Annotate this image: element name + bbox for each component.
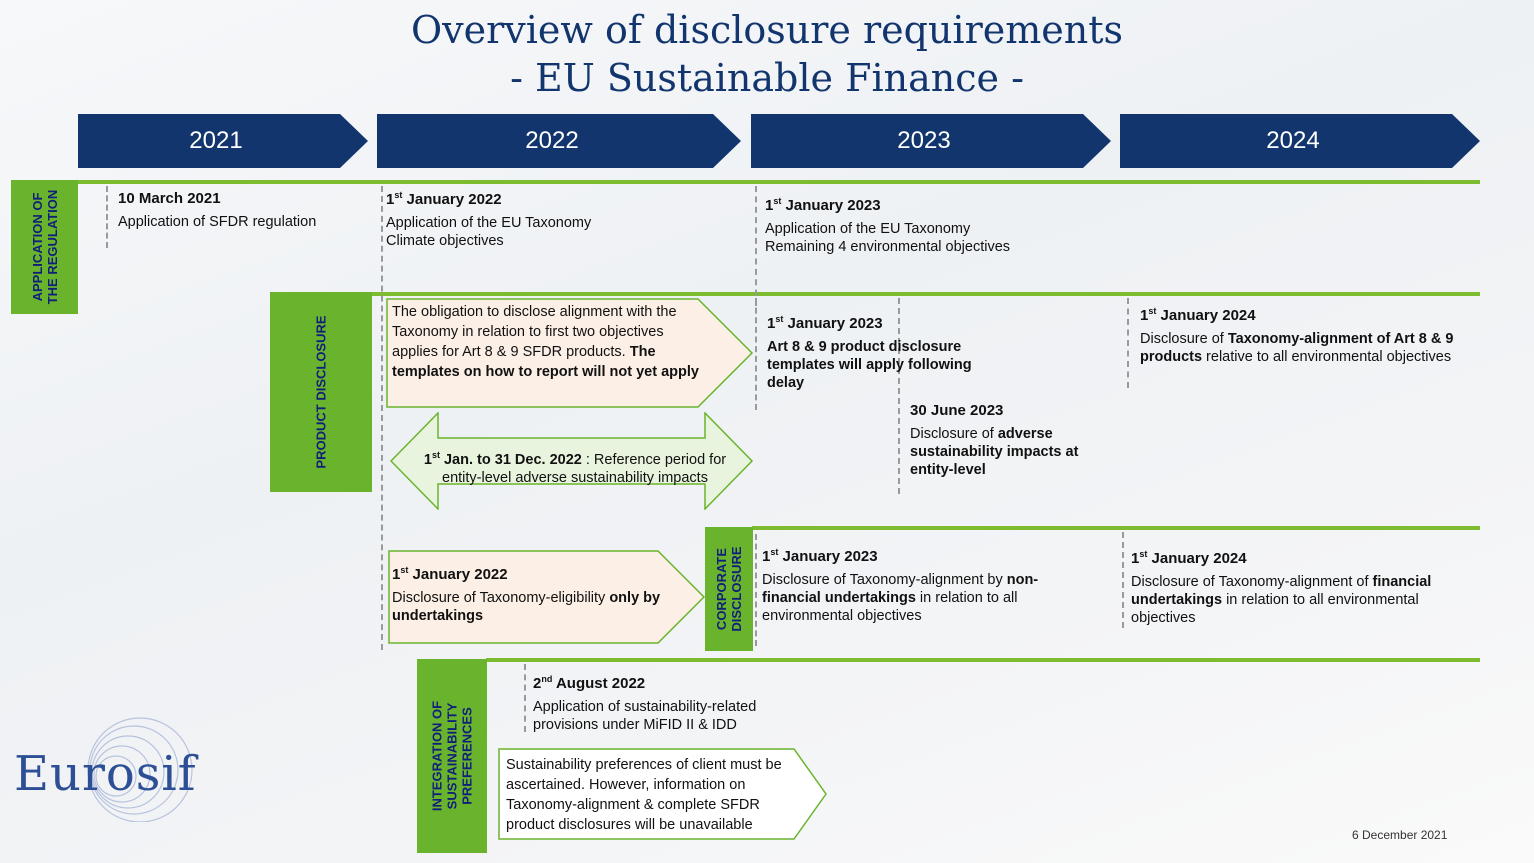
dashed-line	[1127, 298, 1129, 388]
year-arrow-2022	[377, 114, 743, 168]
event-nonfinancial-2023	[762, 547, 1082, 625]
event-templates-2023	[767, 314, 1017, 392]
event-date: 1st January 2023	[765, 196, 881, 214]
year-arrow-2023	[751, 114, 1113, 168]
row-line-integration	[486, 658, 1480, 662]
title-line-2: - EU Sustainable Finance -	[510, 56, 1024, 100]
reference-period-text: 1st Jan. to 31 Dec. 2022 : Reference period for entity-level adverse sustainability impacts	[423, 450, 727, 486]
event-text: Art 8 & 9 product disclosure templates will apply following delay	[767, 339, 972, 391]
page-title	[0, 6, 1534, 102]
row-line-product	[372, 292, 1480, 296]
obligation-text: The obligation to disclose alignment with the Taxonomy in relation to first two objectives applies for Art 8 & 9 SFDR products. The templates on how to report will not yet apply	[392, 304, 699, 380]
event-date: 30 June 2023	[910, 402, 1004, 419]
dashed-line	[755, 186, 757, 306]
event-date: 10 March 2021	[118, 190, 221, 207]
event-date: 1st January 2023	[762, 547, 878, 565]
event-sfdr-2021	[118, 190, 368, 231]
section-label-integration: INTEGRATION OF SUSTAINABILITY PREFERENCES	[417, 659, 487, 853]
title-line-1: Overview of disclosure requirements	[410, 8, 1124, 52]
eurosif-logo	[14, 712, 214, 822]
event-date: 1st January 2022	[386, 190, 502, 208]
event-date: 1st January 2022	[392, 565, 508, 583]
event-products-2024	[1140, 306, 1470, 366]
year-label-2021: 2021	[189, 127, 243, 154]
preferences-text: Sustainability preferences of client must be ascertained. However, information on Taxonomy-alignment & complete SFDR product disclosures will be unavailable	[506, 757, 782, 833]
event-text: Disclosure of Taxonomy-alignment by non-financial undertakings in relation to all environmental objectives	[762, 572, 1039, 624]
event-financial-2024	[1131, 549, 1471, 627]
event-date: 1st January 2023	[767, 314, 883, 332]
dashed-line	[755, 534, 757, 646]
dashed-line	[381, 186, 383, 650]
logo-text: Eurosif	[14, 746, 197, 802]
event-text: Application of sustainability-related provisions under MiFID II & IDD	[533, 699, 757, 733]
year-label-2024: 2024	[1266, 127, 1320, 154]
event-adverse-june2023	[910, 402, 1080, 479]
event-date: 1st January 2024	[1131, 549, 1247, 567]
event-text: Disclosure of Taxonomy-alignment of financial undertakings in relation to all environmental objectives	[1131, 574, 1432, 626]
year-arrow-2021	[78, 114, 370, 168]
year-label-2023: 2023	[897, 127, 951, 154]
row-line-application	[78, 180, 1480, 184]
event-date: 2nd August 2022	[533, 674, 646, 692]
event-text: Application of the EU Taxonomy Climate objectives	[386, 215, 592, 249]
event-text: Disclosure of adverse sustainability impacts at entity-level	[910, 426, 1079, 478]
event-mifid-2022	[533, 674, 833, 734]
dashed-line	[755, 298, 757, 410]
event-text: Application of the EU Taxonomy Remaining 4 environmental objectives	[765, 221, 1011, 255]
event-taxonomy-2023	[765, 196, 1105, 256]
dashed-line	[1122, 532, 1124, 628]
event-text: Application of SFDR regulation	[118, 214, 317, 230]
year-label-2022: 2022	[525, 127, 579, 154]
dashed-line	[106, 186, 108, 248]
dashed-line	[524, 664, 526, 732]
event-eligibility-2022	[392, 565, 672, 625]
event-taxonomy-2022	[386, 190, 726, 250]
event-date: 1st January 2024	[1140, 306, 1256, 324]
year-arrow-2024	[1120, 114, 1482, 168]
section-label-corporate: CORPORATE DISCLOSURE	[705, 527, 753, 651]
event-text: Disclosure of Taxonomy-eligibility only by undertakings	[392, 590, 661, 624]
footer-date: 6 December 2021	[1352, 828, 1448, 842]
row-line-corporate	[752, 526, 1480, 530]
section-label-product: PRODUCT DISCLOSURE	[270, 292, 372, 492]
event-text: Disclosure of Taxonomy-alignment of Art 8 & 9 products relative to all environmental objectives	[1140, 331, 1454, 365]
section-label-application: APPLICATION OF THE REGULATION	[11, 180, 78, 314]
